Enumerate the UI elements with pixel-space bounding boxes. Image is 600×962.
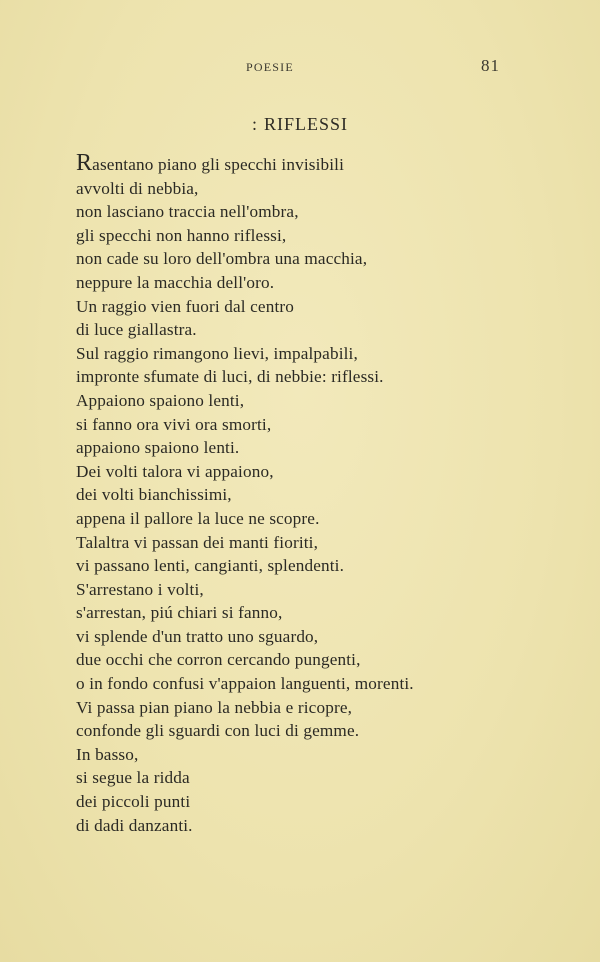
- poem-line: s'arrestan, piú chiari si fanno,: [76, 603, 283, 623]
- poem-line: o in fondo confusi v'appaion languenti, morenti.: [76, 674, 414, 694]
- poem-title: [0, 114, 600, 135]
- poem-line: di luce giallastra.: [76, 320, 197, 340]
- poem-line: due occhi che corron cercando pungenti,: [76, 650, 361, 670]
- running-title: POESIE: [246, 60, 294, 74]
- poem-line: Sul raggio rimangono lievi, impalpabili,: [76, 343, 358, 363]
- page-number: 81: [481, 56, 500, 75]
- poem-line: gli specchi non hanno riflessi,: [76, 225, 287, 245]
- first-letter: R: [76, 150, 93, 176]
- poem-title-text: RIFLESSI: [263, 114, 349, 134]
- poem-line: avvolti di nebbia,: [76, 178, 199, 198]
- poem-line: Vi passa pian piano la nebbia e ricopre,: [76, 697, 353, 717]
- poem-line: vi splende d'un tratto uno sguardo,: [76, 626, 319, 646]
- poem-line: confonde gli sguardi con luci di gemme.: [76, 721, 360, 741]
- poem-line: neppure la macchia dell'oro.: [76, 272, 275, 292]
- poem-line: dei volti bianchissimi,: [76, 485, 232, 505]
- poem-line: vi passano lenti, cangianti, splendenti.: [76, 556, 345, 576]
- poem-line: Un raggio vien fuori dal centro: [76, 296, 294, 316]
- poem-body: [76, 150, 414, 837]
- poem-title-prefix: :: [251, 114, 258, 134]
- poem-line: non cade su loro dell'ombra una macchia,: [76, 249, 368, 269]
- running-head: [0, 56, 600, 76]
- poem-line: impronte sfumate di luci, di nebbie: riflessi.: [76, 367, 384, 387]
- first-line-rest: asentano piano gli specchi invisibili: [92, 155, 345, 174]
- poem-line: S'arrestano i volti,: [76, 579, 204, 599]
- poem-line: Talaltra vi passan dei manti fioriti,: [76, 532, 319, 552]
- poem-line: dei piccoli punti: [76, 792, 191, 812]
- poem-line: In basso,: [76, 744, 139, 764]
- poem-line: appena il pallore la luce ne scopre.: [76, 508, 320, 528]
- poem-line: appaiono spaiono lenti.: [76, 438, 240, 458]
- poem-line: Appaiono spaiono lenti,: [76, 390, 245, 410]
- poem-line: si segue la ridda: [76, 768, 190, 788]
- poem-line: non lasciano traccia nell'ombra,: [76, 202, 299, 222]
- poem-line: di dadi danzanti.: [76, 815, 193, 835]
- poem-line: [76, 150, 414, 177]
- poem-line: si fanno ora vivi ora smorti,: [76, 414, 272, 434]
- poem-line: Dei volti talora vi appaiono,: [76, 461, 274, 481]
